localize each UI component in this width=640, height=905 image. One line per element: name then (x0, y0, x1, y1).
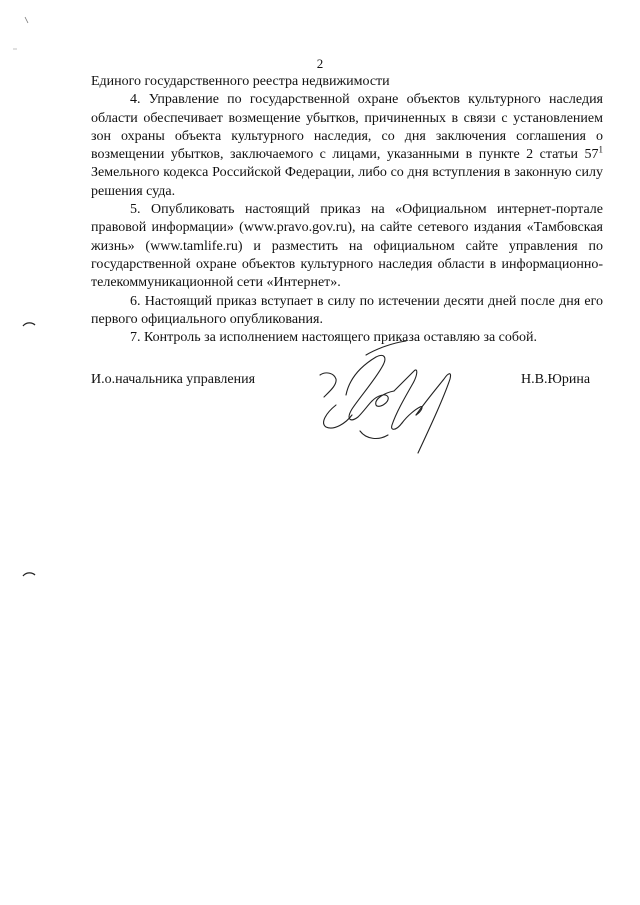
signature-icon (306, 335, 466, 455)
signatory-name: Н.В.Юрина (521, 372, 591, 387)
paragraph-7: 7. Контроль за исполнением настоящего приказа оставляю за собой. (130, 330, 538, 346)
scan-mark-icon (22, 570, 36, 578)
paragraph-4-superscript: 1 (598, 144, 603, 155)
paragraph-4-text-end: Земельного кодекса Российской Федерации, либо со дня вступления в законную силу решения суда. (91, 165, 603, 199)
paragraph-4 (91, 91, 603, 201)
scan-mark-icon (12, 46, 18, 52)
paragraph-6: 6. Настоящий приказ вступает в силу по истечении десяти дней после дня его первого официального опубликования. (91, 293, 603, 327)
continuation-line: Единого государственного реестра недвижимости (91, 74, 390, 89)
page-number: 2 (316, 56, 324, 71)
paragraph-4-text: 4. Управление по государственной охране объектов культурного наследия области обеспечивает возмещение убытков, причиненных в связи с установлением зон охраны объекта культурного наследия, со дня заключения соглашения о возмещении убытков, заключаемого с лицами, указанными в пункте 2 статьи 57 (91, 92, 603, 163)
paragraph-5: 5. Опубликовать настоящий приказ на «Официальном интернет-портале правовой информации» (www.pravo.gov.ru), на сайте сетевого издания «Тамбовская жизнь» (www.tamlife.ru) и разместить на официальном сайте управления по государственной охране объектов культурного наследия области в информационно-телекоммуникационной сети «Интернет». (91, 202, 603, 291)
scan-mark-icon (22, 320, 36, 328)
document-body (91, 73, 603, 347)
scan-mark-icon (24, 16, 30, 24)
signatory-position: И.о.начальника управления (91, 372, 256, 387)
